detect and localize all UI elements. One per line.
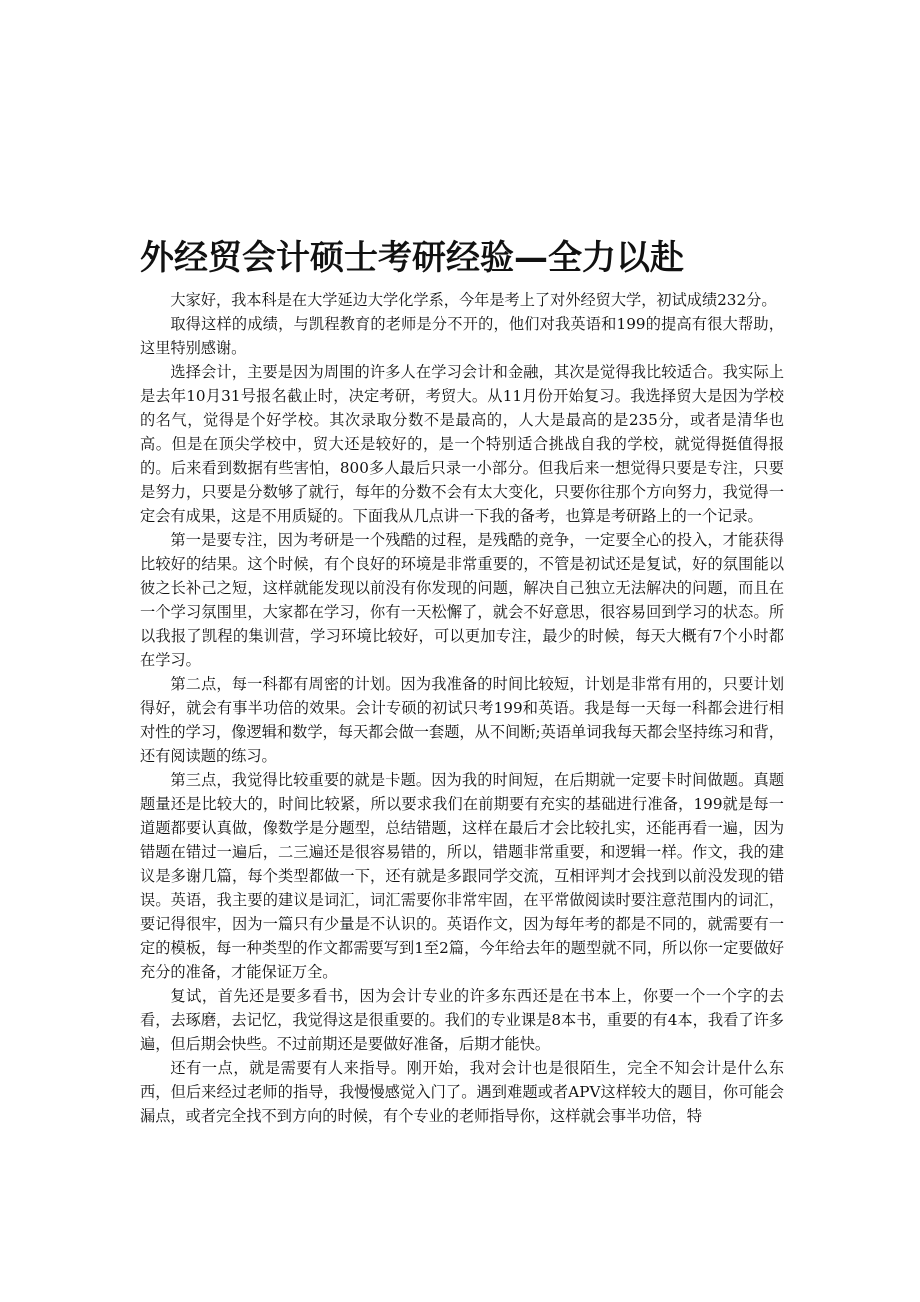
paragraph-intro: 大家好，我本科是在大学延边大学化学系，今年是考上了对外经贸大学，初试成绩232分。 (170, 291, 777, 309)
paragraph-point-three: 第三点，我觉得比较重要的就是卡题。因为我的时间短，在后期就一定要卡时间做题。真题题量还是比较大的，时间比较紧，所以要求我们在前期要有充实的基础进行准备，199就是每一道题都要认真做，像数学是分题型，总结错题，这样在最后才会比较扎实，还能再看一遍，因为错题在错过一遍后，二三遍还是很容易错的，所以，错题非常重要，和逻辑一样。作文，我的建议是多谢几篇，每个类型都做一下，还有就是多跟同学交流，互相评判才会找到以前没发现的错误。英语，我主要的建议是词汇，词汇需要你非常牢固，在平常做阅读时要注意范围内的词汇，要记得很牢，因为一篇只有少量是不认识的。英语作文，因为每年考的都是不同的，就需要有一定的模板，每一种类型的作文都需要写到1至2篇，今年给去年的题型就不同，所以你一定要做好充分的准备，才能保证万全。 (140, 771, 784, 981)
paragraph-retest: 复试，首先还是要多看书，因为会计专业的许多东西还是在书本上，你要一个一个字的去看，去琢磨，去记忆，我觉得这是很重要的。我们的专业课是8本书，重要的有4本，我看了许多遍，但后期会快些。不过前期还是要做好准备，后期才能快。 (140, 987, 784, 1053)
paragraph-thanks: 取得这样的成绩，与凯程教育的老师是分不开的，他们对我英语和199的提高有很大帮助，这里特别感谢。 (140, 315, 784, 357)
paragraph-point-one: 第一是要专注，因为考研是一个残酷的过程，是残酷的竞争，一定要全心的投入，才能获得比较好的结果。这个时候，有个良好的环境是非常重要的，不管是初试还是复试，好的氛围能以彼之长补己之短，这样就能发现以前没有你发现的问题，解决自己独立无法解决的问题，而且在一个学习氛围里，大家都在学习，你有一天松懈了，就会不好意思，很容易回到学习的状态。所以我报了凯程的集训营，学习环境比较好，可以更加专注，最少的时候，每天大概有7个小时都在学习。 (140, 531, 784, 669)
paragraph-choice: 选择会计，主要是因为周围的许多人在学习会计和金融，其次是觉得我比较适合。我实际上是去年10月31号报名截止时，决定考研，考贸大。从11月份开始复习。我选择贸大是因为学校的名气，觉得是个好学校。其次录取分数不是最高的，人大是最高的是235分，或者是清华也高。但是在顶尖学校中，贸大还是较好的，是一个特别适合挑战自我的学校，就觉得挺值得报的。后来看到数据有些害怕，800多人最后只录一小部分。但我后来一想觉得只要是专注，只要是努力，只要是分数够了就行，每年的分数不会有太大变化，只要你往那个方向努力，我觉得一定会有成果，这是不用质疑的。下面我从几点讲一下我的备考，也算是考研路上的一个记录。 (140, 363, 784, 525)
document-title: 外经贸会计硕士考研经验—全力以赴 (140, 238, 684, 278)
paragraph-guidance: 还有一点，就是需要有人来指导。刚开始，我对会计也是很陌生，完全不知会计是什么东西，但后来经过老师的指导，我慢慢感觉入门了。遇到难题或者APV这样较大的题目，你可能会漏点，或者完全找不到方向的时候，有个专业的老师指导你，这样就会事半功倍，特 (140, 1059, 784, 1125)
paragraph-point-two: 第二点，每一科都有周密的计划。因为我准备的时间比较短，计划是非常有用的，只要计划得好，就会有事半功倍的效果。会计专硕的初试只考199和英语。我是每一天每一科都会进行相对性的学习，像逻辑和数学，每天都会做一套题，从不间断;英语单词我每天都会坚持练习和背，还有阅读题的练习。 (140, 675, 784, 765)
document-page (140, 228, 784, 1128)
